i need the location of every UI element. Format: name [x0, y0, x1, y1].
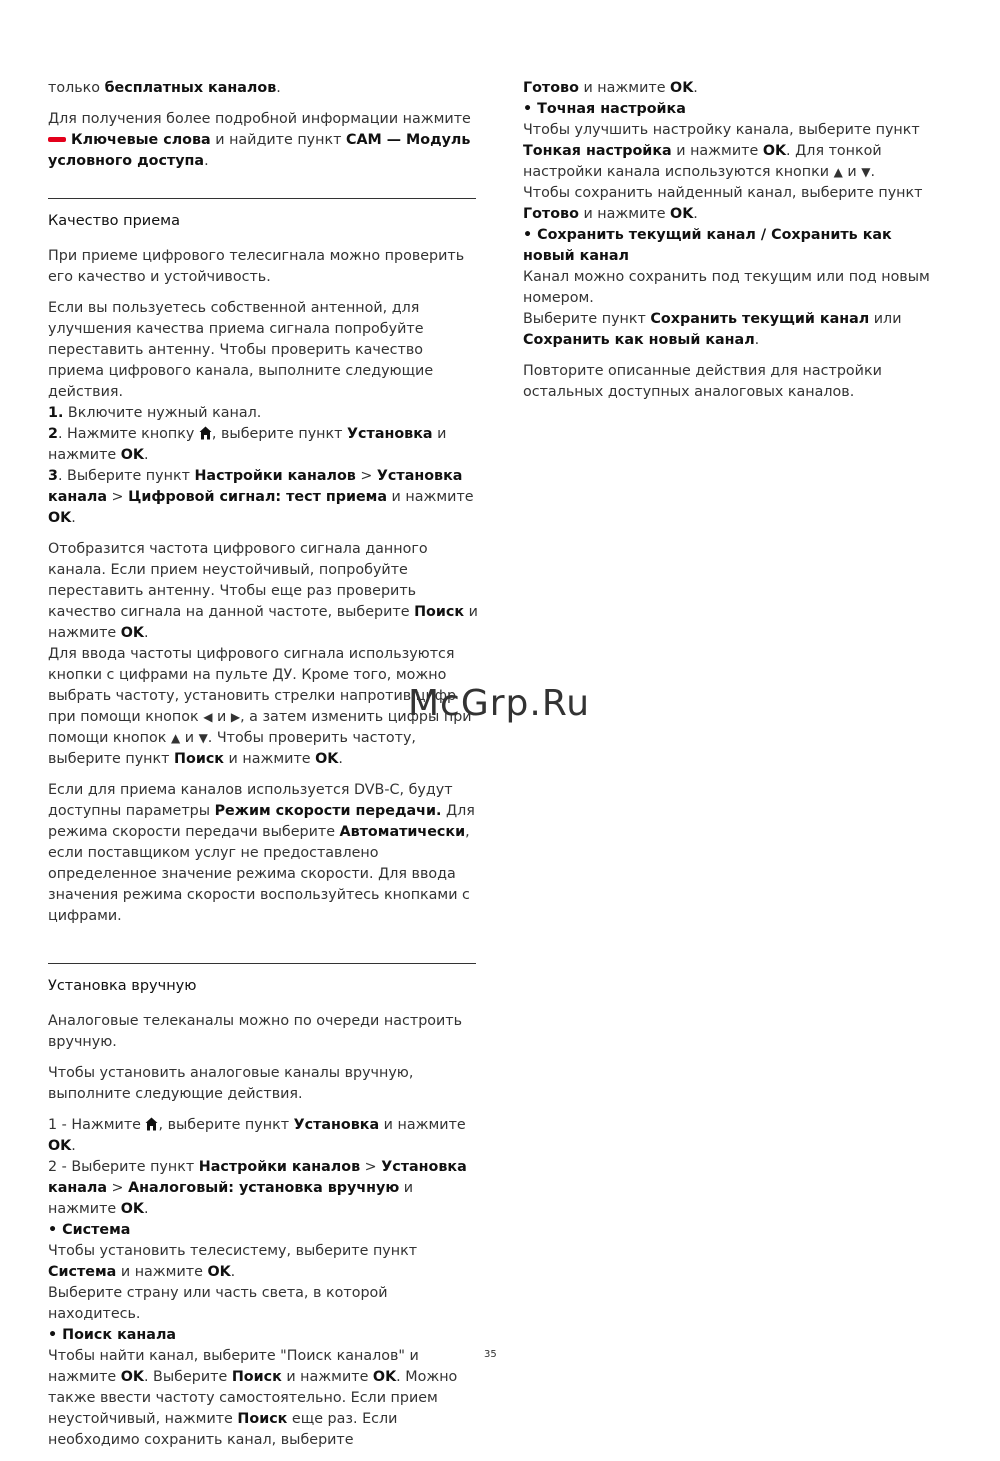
save-channel-heading: • Сохранить текущий канал / Сохранить как новый канал: [523, 227, 892, 264]
section-divider: [48, 198, 476, 199]
section-title-reception-quality: Качество приема: [48, 213, 180, 229]
page-number: 35: [484, 1349, 497, 1360]
fine-tune-heading: • Точная настройка: [523, 101, 686, 117]
right-column: [523, 78, 948, 413]
paragraph: Аналоговые телеканалы можно по очереди настроить вручную.: [48, 1013, 463, 1050]
watermark: McGrp.Ru: [408, 683, 591, 724]
steps-paragraph: Если вы пользуетесь собственной антенной, для улучшения качества приема сигнала попробуйте переставить антенну. Чтобы проверить качество приема цифрового канала, выполните следующие действия. 1. Включите нужный канал. 2. Нажмите кнопку , выберите пункт Установка и нажмите OK. 3. Выберите пункт Настройки каналов > Установка канала > Цифровой сигнал: тест приема и нажмите OK.: [48, 300, 474, 526]
down-arrow-icon: ▼: [861, 165, 871, 179]
down-arrow-icon: ▼: [198, 731, 208, 745]
up-arrow-icon: ▲: [833, 165, 843, 179]
paragraph: При приеме цифрового телесигнала можно проверить его качество и устойчивость.: [48, 248, 465, 285]
paragraph: Чтобы установить аналоговые каналы вручную, выполните следующие действия.: [48, 1065, 414, 1102]
repeat-paragraph: Повторите описанные действия для настройки остальных доступных аналоговых каналов.: [523, 363, 882, 400]
home-icon: [199, 426, 212, 440]
left-arrow-icon: ◀: [203, 710, 213, 724]
dvbc-paragraph: Если для приема каналов используется DVB-C, будут доступны параметры Режим скорости передачи. Для режима скорости передачи выберите Автоматически, если поставщиком услуг не предоставлено определенное значение режима скорости. Для ввода значения режима скорости воспользуйтесь кнопками с цифрами.: [48, 782, 475, 924]
right-paragraph: Готово и нажмите OK. • Точная настройка Чтобы улучшить настройку канала, выберите пункт Тонкая настройка и нажмите OK. Для тонкой настройки канала используются кнопки ▲ и ▼. Чтобы сохранить найденный канал, выберите пункт Готово и нажмите OK. • Сохранить текущий канал / Сохранить как новый канал Канал можно сохранить под текущим или под новым номером. Выберите пункт Сохранить текущий канал или Сохранить как новый канал.: [523, 80, 930, 348]
intro-paragraph: только бесплатных каналов.: [48, 80, 281, 96]
channel-search-heading: • Поиск канала: [48, 1327, 177, 1343]
home-icon: [145, 1117, 158, 1131]
more-info-paragraph: Для получения более подробной информации нажмите Ключевые слова и найдите пункт CAM — Модуль условного доступа.: [48, 111, 471, 169]
right-arrow-icon: ▶: [230, 710, 241, 724]
manual-steps-paragraph: 1 - Нажмите , выберите пункт Установка и нажмите OK. 2 - Выберите пункт Настройки каналов > Установка канала > Аналоговый: установка вручную и нажмите OK. • Система Чтобы установить телесистему, выберите пункт Система и нажмите OK. Выберите страну или часть света, в которой находитесь. • Поиск канала Чтобы найти канал, выберите "Поиск каналов" и нажмите OK. Выберите Поиск и нажмите OK. Можно также ввести частоту самостоятельно. Если прием неустойчивый, нажмите Поиск еще раз. Если необходимо сохранить канал, выберите: [48, 1117, 467, 1448]
system-heading: • Система: [48, 1222, 131, 1238]
red-key-icon: [48, 137, 66, 142]
left-column: [48, 78, 480, 1461]
up-arrow-icon: ▲: [170, 731, 181, 745]
section-title-manual-install: Установка вручную: [48, 978, 197, 994]
frequency-paragraph: Отобразится частота цифрового сигнала данного канала. Если прием неустойчивый, попробуйте переставить антенну. Чтобы еще раз проверить качество сигнала на данной частоте, выберите Поиск и нажмите OK. Для ввода частоты цифрового сигнала используются кнопки с цифрами на пульте ДУ. Кроме того, можно выбрать частоту, установить стрелки напротив цифр при помощи кнопок ◀ и ▶, а затем изменить цифры при помощи кнопок ▲ и ▼. Чтобы проверить частоту, выберите пункт Поиск и нажмите OK.: [48, 541, 478, 767]
section-divider: [48, 963, 476, 964]
